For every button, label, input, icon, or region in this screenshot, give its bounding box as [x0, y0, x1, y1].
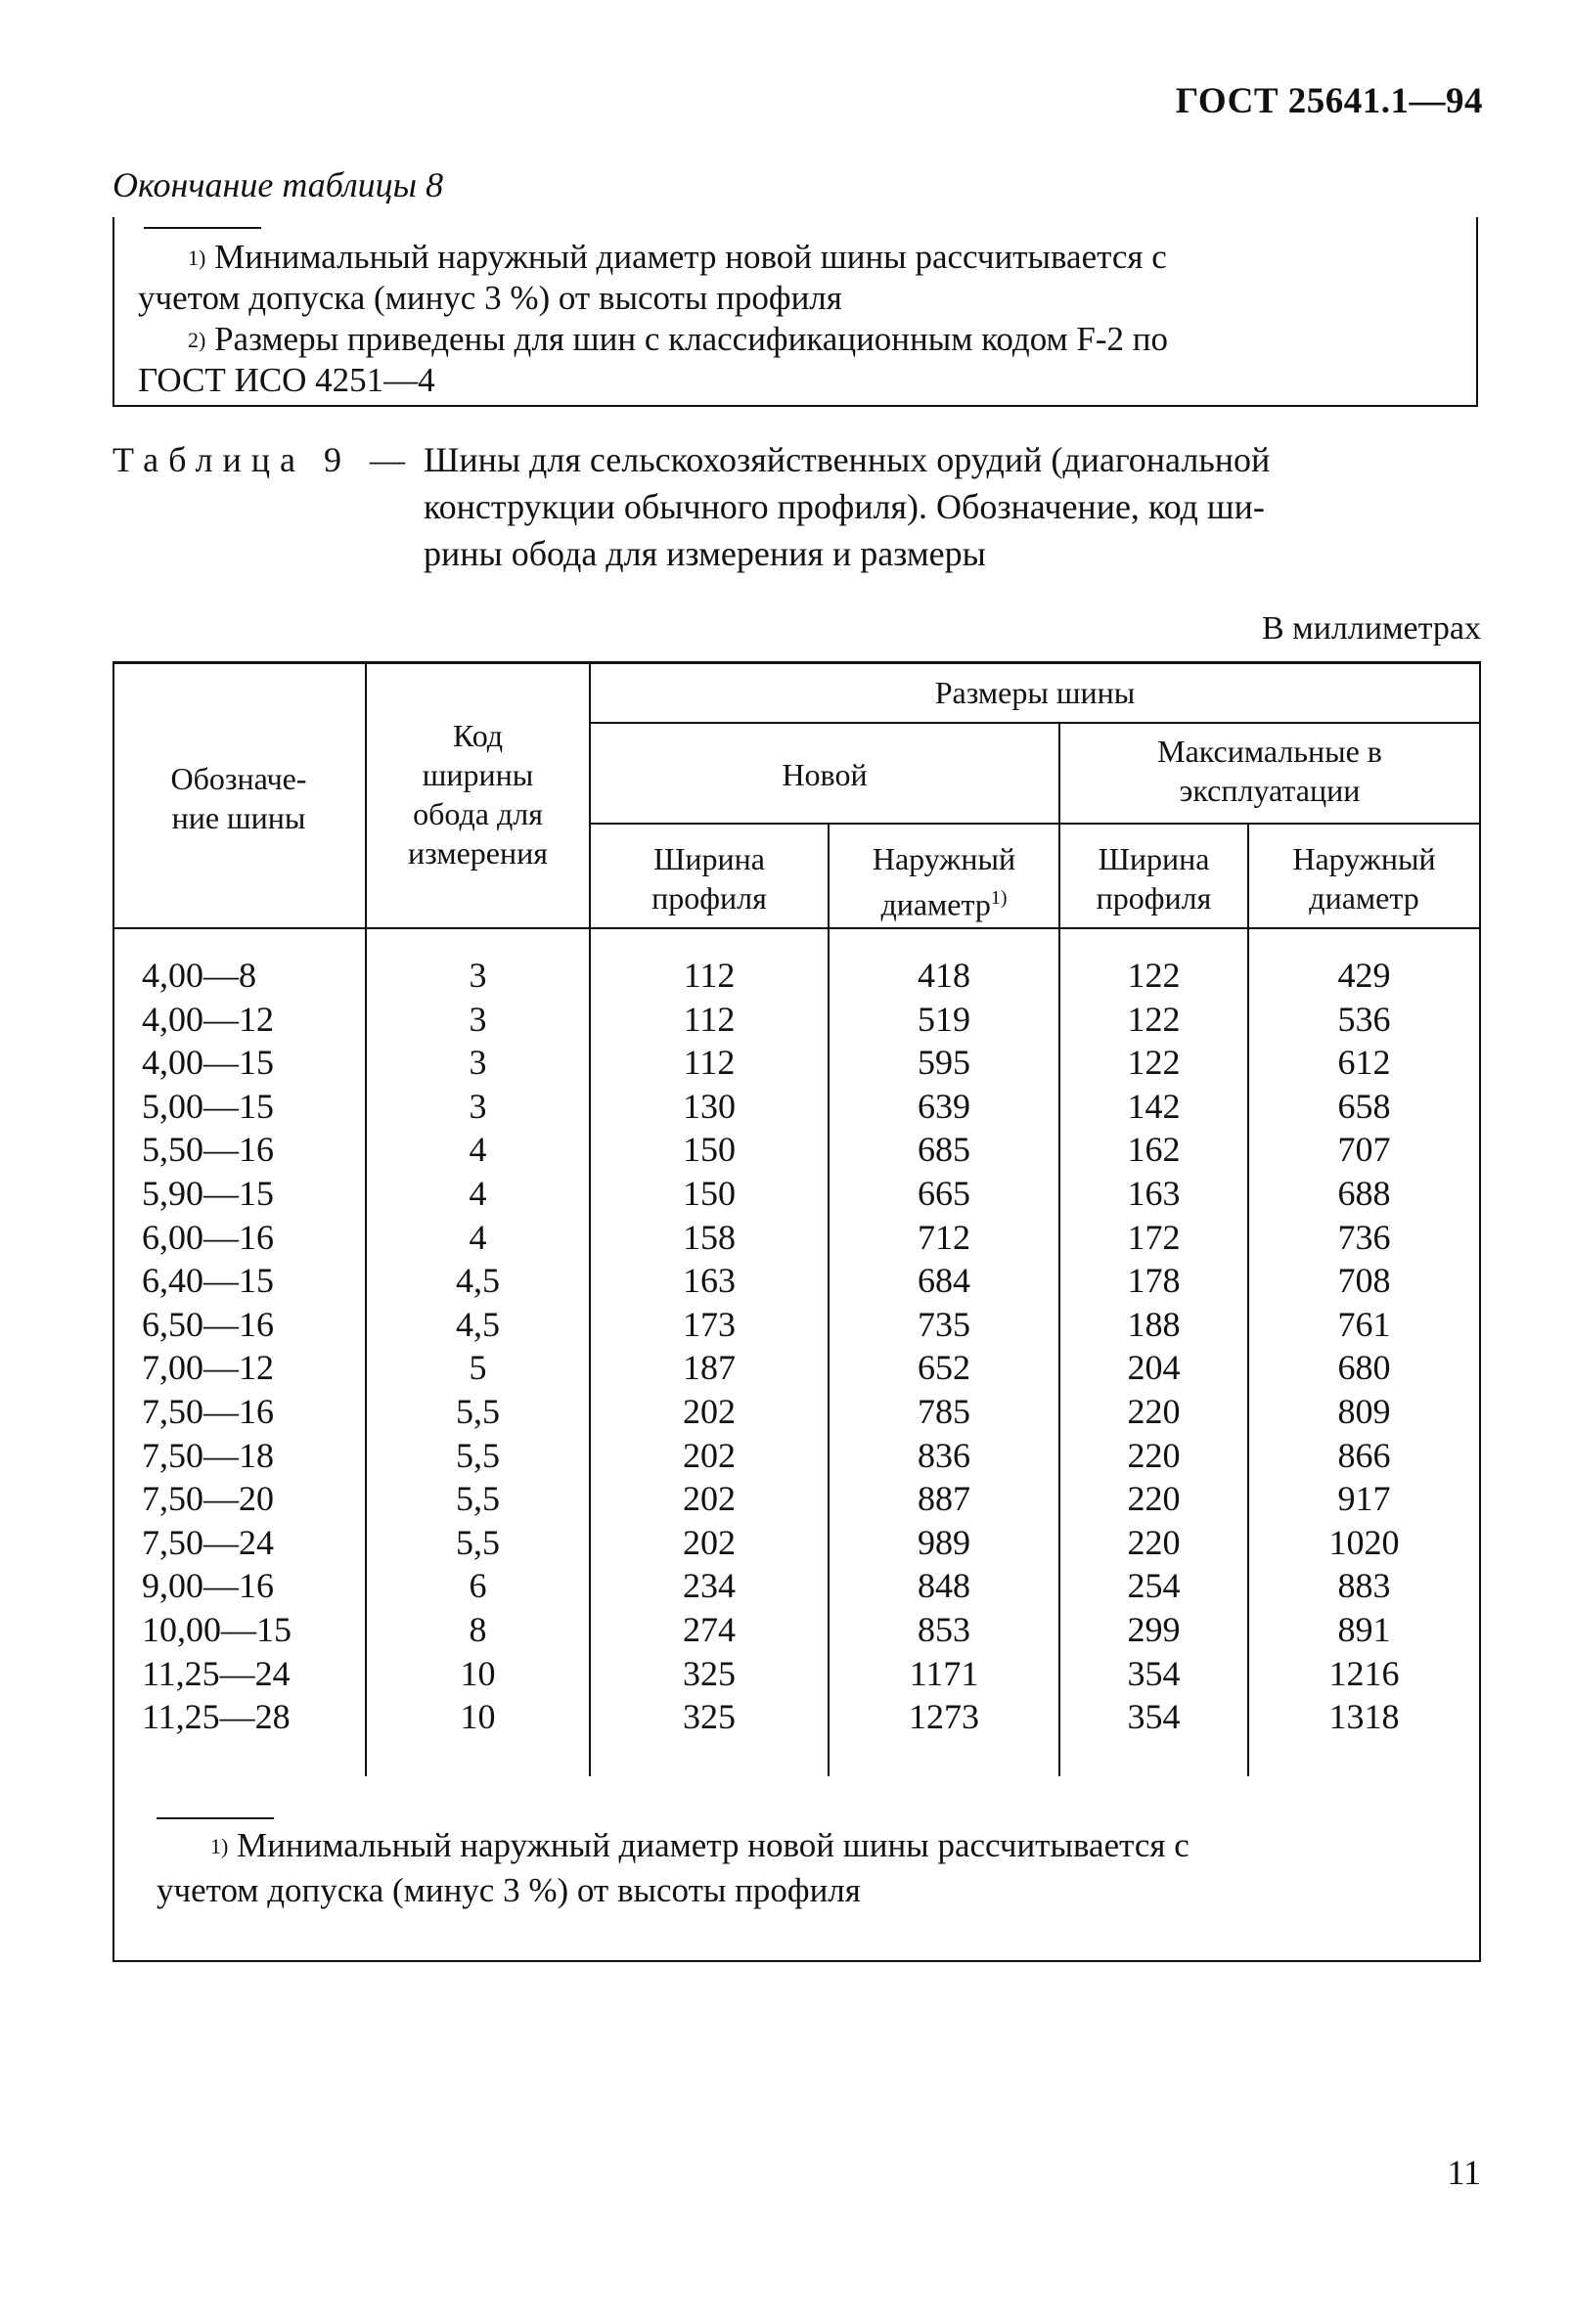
- table-label: Таблица 9 —: [112, 440, 415, 479]
- cell-designation: 7,50—18: [142, 1435, 274, 1475]
- cell-max-width: 220: [1127, 1522, 1181, 1562]
- cell-max-diameter: 1216: [1328, 1653, 1400, 1693]
- cell-max-width: 142: [1127, 1086, 1181, 1126]
- cell-new-width: 325: [683, 1653, 736, 1693]
- cell-new-diameter: 735: [918, 1304, 970, 1344]
- table-row: [112, 1695, 1481, 1739]
- cell-new-diameter: 652: [918, 1348, 970, 1388]
- header-designation: Обозначе- ние шины: [170, 761, 307, 835]
- table-row: [112, 1564, 1481, 1608]
- cell-new-width: 112: [683, 999, 736, 1039]
- cell-new-width: 130: [683, 1086, 736, 1126]
- cell-rim-code: 4,5: [456, 1261, 500, 1301]
- cell-max-width: 204: [1127, 1348, 1181, 1388]
- cell-designation: 6,50—16: [142, 1304, 274, 1344]
- table-row: [112, 1172, 1481, 1216]
- table-caption: [424, 436, 1482, 577]
- cell-new-diameter: 595: [918, 1043, 970, 1083]
- cell-new-width: 163: [683, 1261, 736, 1301]
- header-bottom-rule: [112, 927, 1481, 929]
- cell-new-width: 274: [683, 1610, 736, 1649]
- header-max-width: Ширина профиля: [1096, 841, 1212, 916]
- cell-new-width: 234: [683, 1566, 736, 1606]
- cell-designation: 4,00—8: [142, 956, 256, 995]
- footnote-1-line1: $^{1)}$ Минимальный наружный диаметр новой шины рассчитывается с: [188, 238, 1167, 276]
- units-label: В миллиметрах: [1262, 610, 1481, 647]
- cell-rim-code: 4,5: [456, 1304, 500, 1344]
- cell-max-diameter: 708: [1337, 1261, 1391, 1301]
- cell-max-width: 178: [1127, 1261, 1181, 1301]
- table-row: [112, 998, 1481, 1042]
- cell-max-diameter: 688: [1337, 1174, 1391, 1213]
- table-row: [112, 1521, 1481, 1565]
- cell-designation: 7,50—20: [142, 1479, 274, 1519]
- cell-rim-code: 10: [460, 1653, 496, 1693]
- cell-rim-code: 5,5: [456, 1435, 500, 1475]
- cell-new-width: 173: [683, 1304, 736, 1344]
- cell-max-diameter: 680: [1337, 1348, 1391, 1388]
- cell-max-width: 163: [1127, 1174, 1181, 1213]
- cell-max-diameter: 658: [1337, 1086, 1391, 1126]
- table-row: [112, 1303, 1481, 1347]
- cell-new-diameter: 665: [918, 1174, 970, 1213]
- cell-designation: 6,40—15: [142, 1261, 274, 1301]
- cell-new-diameter: 1171: [909, 1653, 979, 1693]
- cell-new-width: 158: [683, 1217, 736, 1257]
- cell-max-width: 254: [1127, 1566, 1181, 1606]
- cell-designation: 5,00—15: [142, 1086, 274, 1126]
- header-rule-sub: [589, 823, 1481, 825]
- table-top-border: [112, 661, 1481, 664]
- cell-max-width: 188: [1127, 1304, 1181, 1344]
- cell-new-diameter: 848: [918, 1566, 970, 1606]
- cell-designation: 6,00—16: [142, 1217, 274, 1257]
- cell-max-width: 220: [1127, 1479, 1181, 1519]
- table-row: [112, 1390, 1481, 1434]
- cell-new-width: 325: [683, 1697, 736, 1737]
- cell-designation: 5,50—16: [142, 1130, 274, 1170]
- table-row: [112, 1608, 1481, 1652]
- table-8-footnotes: [112, 217, 1478, 407]
- cell-rim-code: 3: [469, 1086, 487, 1126]
- document-number: ГОСТ 25641.1—94: [1175, 81, 1483, 121]
- cell-new-width: 202: [683, 1435, 736, 1475]
- cell-rim-code: 5: [469, 1348, 487, 1388]
- cell-max-width: 220: [1127, 1392, 1181, 1431]
- cell-rim-code: 5,5: [456, 1522, 500, 1562]
- cell-designation: 11,25—28: [142, 1697, 291, 1737]
- cell-new-diameter: 418: [918, 956, 970, 995]
- header-footnote-mark: 1): [990, 887, 1008, 909]
- cell-new-width: 150: [683, 1130, 736, 1170]
- cell-rim-code: 3: [469, 956, 487, 995]
- cell-max-width: 220: [1127, 1435, 1181, 1475]
- cell-max-width: 122: [1127, 999, 1181, 1039]
- cell-rim-code: 3: [469, 1043, 487, 1083]
- cell-max-width: 299: [1127, 1610, 1181, 1649]
- cell-rim-code: 4: [469, 1130, 487, 1170]
- cell-max-width: 122: [1127, 1043, 1181, 1083]
- table-9-footnote-line2: учетом допуска (минус 3 %) от высоты профиля: [157, 1871, 861, 1909]
- cell-designation: 4,00—15: [142, 1043, 274, 1083]
- table-8-continuation-label: Окончание таблицы 8: [112, 165, 444, 204]
- cell-new-diameter: 712: [918, 1217, 970, 1257]
- cell-designation: 10,00—15: [142, 1610, 292, 1649]
- cell-new-diameter: 836: [918, 1435, 970, 1475]
- table-caption-line-3: рины обода для измерения и размеры: [424, 534, 986, 573]
- footnote-2-line2: ГОСТ ИСО 4251—4: [138, 361, 435, 399]
- cell-designation: 7,50—16: [142, 1392, 274, 1431]
- cell-designation: 9,00—16: [142, 1566, 274, 1606]
- cell-max-diameter: 883: [1337, 1566, 1391, 1606]
- page-number: 11: [1447, 2153, 1481, 2192]
- cell-max-width: 354: [1127, 1697, 1181, 1737]
- cell-new-diameter: 684: [918, 1261, 970, 1301]
- cell-new-diameter: 853: [918, 1610, 970, 1649]
- cell-new-width: 112: [683, 956, 736, 995]
- cell-new-diameter: 685: [918, 1130, 970, 1170]
- footnote-2-line1: $^{2)}$ Размеры приведены для шин с классификационным кодом F-2 по: [188, 320, 1169, 358]
- cell-new-diameter: 785: [918, 1392, 970, 1431]
- table-row: [112, 1259, 1481, 1303]
- cell-designation: 7,00—12: [142, 1348, 274, 1388]
- cell-new-diameter: 519: [918, 999, 970, 1039]
- cell-max-diameter: 429: [1337, 956, 1391, 995]
- cell-designation: 11,25—24: [142, 1653, 291, 1693]
- table-row: [112, 1477, 1481, 1521]
- footnote-separator: [157, 1817, 274, 1819]
- cell-max-diameter: 917: [1337, 1479, 1391, 1519]
- cell-max-width: 354: [1127, 1653, 1181, 1693]
- cell-max-width: 162: [1127, 1130, 1181, 1170]
- cell-max-diameter: 1020: [1328, 1522, 1400, 1562]
- cell-max-width: 172: [1127, 1217, 1181, 1257]
- header-new-diameter: Наружный диаметр$^{1)}$: [872, 841, 1016, 922]
- header-max-diameter: Наружный диаметр: [1292, 841, 1436, 916]
- cell-max-diameter: 1318: [1328, 1697, 1400, 1737]
- cell-new-diameter: 989: [918, 1522, 970, 1562]
- header-new: Новой: [782, 757, 868, 792]
- cell-max-diameter: 809: [1337, 1392, 1391, 1431]
- cell-max-diameter: 707: [1337, 1130, 1391, 1170]
- table-row: [112, 1216, 1481, 1260]
- table-row: [112, 1041, 1481, 1085]
- cell-max-diameter: 866: [1337, 1435, 1391, 1475]
- footnote-1-line2: учетом допуска (минус 3 %) от высоты профиля: [138, 279, 842, 317]
- table-row: [112, 1085, 1481, 1129]
- cell-new-width: 112: [683, 1043, 736, 1083]
- header-rim-code: Код ширины обода для измерения: [408, 718, 548, 871]
- cell-rim-code: 8: [469, 1610, 487, 1649]
- cell-new-width: 202: [683, 1522, 736, 1562]
- table-bottom-border: [112, 1960, 1481, 1962]
- cell-new-width: 202: [683, 1479, 736, 1519]
- footnote-separator: [144, 227, 261, 229]
- cell-rim-code: 3: [469, 999, 487, 1039]
- table-caption-line-2: конструкции обычного профиля). Обозначение, код ши-: [424, 487, 1265, 526]
- cell-max-diameter: 612: [1337, 1043, 1391, 1083]
- header-max-in-service: Максимальные в эксплуатации: [1157, 734, 1382, 808]
- table-caption-line-1: Шины для сельскохозяйственных орудий (диагональной: [424, 440, 1271, 479]
- table-9-footnote-line1: $^{1)}$ Минимальный наружный диаметр новой шины рассчитывается с: [210, 1826, 1189, 1864]
- cell-rim-code: 10: [460, 1697, 496, 1737]
- cell-max-width: 122: [1127, 956, 1181, 995]
- header-tire-sizes: Размеры шины: [934, 675, 1136, 710]
- cell-new-diameter: 887: [918, 1479, 970, 1519]
- cell-max-diameter: 536: [1337, 999, 1391, 1039]
- table-row: [112, 1652, 1481, 1696]
- header-new-width: Ширина профиля: [651, 841, 767, 916]
- cell-rim-code: 5,5: [456, 1479, 500, 1519]
- cell-max-diameter: 761: [1337, 1304, 1391, 1344]
- cell-new-diameter: 1273: [909, 1697, 979, 1737]
- cell-rim-code: 4: [469, 1174, 487, 1213]
- cell-designation: 7,50—24: [142, 1522, 274, 1562]
- table-row: [112, 1346, 1481, 1390]
- cell-rim-code: 5,5: [456, 1392, 500, 1431]
- cell-new-width: 150: [683, 1174, 736, 1213]
- cell-new-diameter: 639: [918, 1086, 970, 1126]
- cell-new-width: 187: [683, 1348, 736, 1388]
- cell-rim-code: 4: [469, 1217, 487, 1257]
- table-row: [112, 1128, 1481, 1172]
- cell-designation: 5,90—15: [142, 1174, 274, 1213]
- header-rule-sizes: [589, 722, 1481, 724]
- cell-designation: 4,00—12: [142, 999, 274, 1039]
- cell-max-diameter: 891: [1337, 1610, 1391, 1649]
- table-row: [112, 1434, 1481, 1478]
- cell-rim-code: 6: [469, 1566, 487, 1606]
- cell-max-diameter: 736: [1337, 1217, 1391, 1257]
- cell-new-width: 202: [683, 1392, 736, 1431]
- table-row: [112, 954, 1481, 998]
